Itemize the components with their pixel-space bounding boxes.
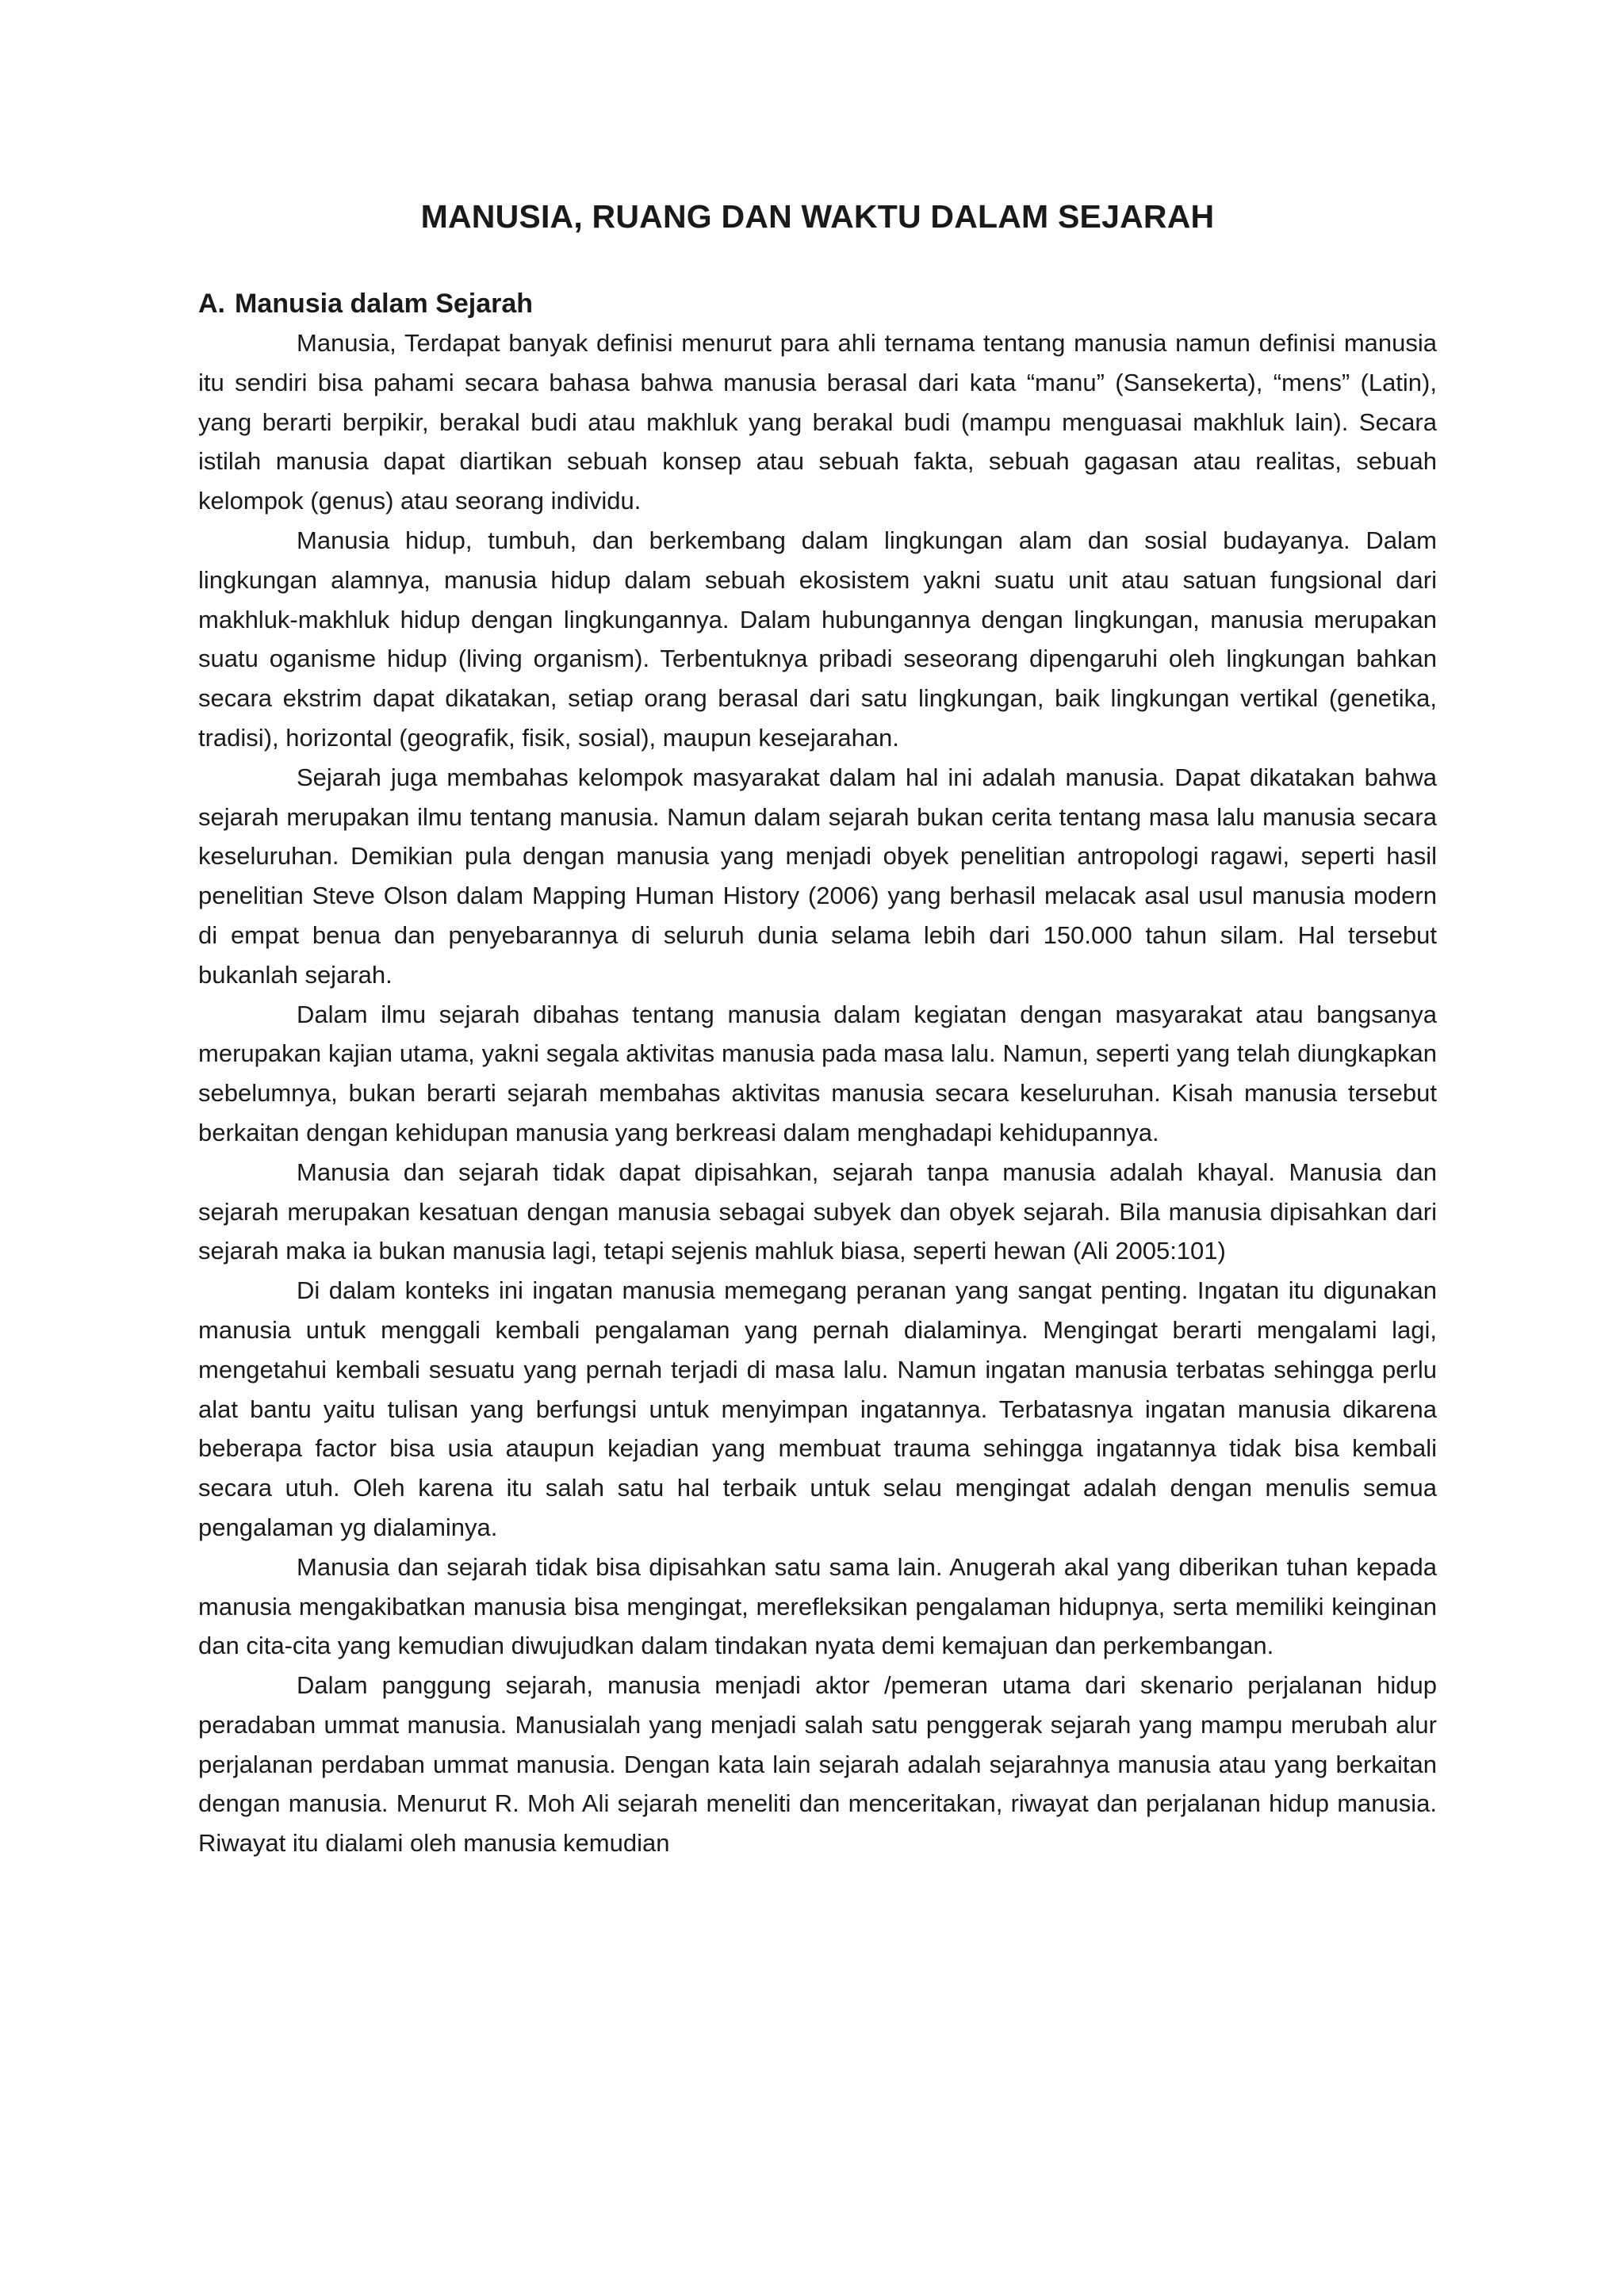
paragraph-4: Dalam ilmu sejarah dibahas tentang manusia dalam kegiatan dengan masyarakat atau bangsanya merupakan kajian utama, yakni segala aktivitas manusia pada masa lalu. Namun, seperti yang telah diungkapkan sebelumnya, bukan berarti sejarah membahas aktivitas manusia secara keseluruhan. Kisah manusia tersebut berkaitan dengan kehidupan manusia yang berkreasi dalam menghadapi kehidupannya. — [198, 1000, 1437, 1146]
section-heading — [198, 284, 1437, 323]
paragraph-1: Manusia, Terdapat banyak definisi menurut para ahli ternama tentang manusia namun definisi manusia itu sendiri bisa pahami secara bahasa bahwa manusia berasal dari kata “manu” (Sansekerta), “mens” (Latin), yang berarti berpikir, berakal budi atau makhluk yang berakal budi (mampu menguasai makhluk lain). Secara istilah manusia dapat diartikan sebuah konsep atau sebuah fakta, sebuah gagasan atau realitas, sebuah kelompok (genus) atau seorang individu. — [198, 329, 1437, 515]
paragraph-7: Manusia dan sejarah tidak bisa dipisahkan satu sama lain. Anugerah akal yang diberikan tuhan kepada manusia mengakibatkan manusia bisa mengingat, merefleksikan pengalaman hidupnya, serta memiliki keinginan dan cita-cita yang kemudian diwujudkan dalam tindakan nyata demi kemajuan dan perkembangan. — [198, 1552, 1437, 1660]
paragraph-3: Sejarah juga membahas kelompok masyarakat dalam hal ini adalah manusia. Dapat dikatakan bahwa sejarah merupakan ilmu tentang manusia. Namun dalam sejarah bukan cerita tentang masa lalu manusia secara keseluruhan. Demikian pula dengan manusia yang menjadi obyek penelitian antropologi ragawi, seperti hasil penelitian Steve Olson dalam Mapping Human History (2006) yang berhasil melacak asal usul manusia modern di empat benua dan penyebarannya di seluruh dunia selama lebih dari 150.000 tahun silam. Hal tersebut bukanlah sejarah. — [198, 763, 1437, 989]
section-number: A. — [198, 289, 225, 319]
section-heading-text: Manusia dalam Sejarah — [235, 289, 534, 319]
paragraph-6: Di dalam konteks ini ingatan manusia memegang peranan yang sangat penting. Ingatan itu digunakan manusia untuk menggali kembali pengalaman yang pernah dialaminya. Mengingat berarti mengalami lagi, mengetahui kembali sesuatu yang pernah terjadi di masa lalu. Namun ingatan manusia terbatas sehingga perlu alat bantu yaitu tulisan yang berfungsi untuk menyimpan ingatannya. Terbatasnya ingatan manusia dikarena beberapa factor bisa usia ataupun kejadian yang membuat trauma sehingga ingatannya tidak bisa kembali secara utuh. Oleh karena itu salah satu hal terbaik untuk selau mengingat adalah dengan menulis semua pengalaman yg dialaminya. — [198, 1276, 1437, 1541]
paragraph-2: Manusia hidup, tumbuh, dan berkembang dalam lingkungan alam dan sosial budayanya. Dalam lingkungan alamnya, manusia hidup dalam sebuah ekosistem yakni suatu unit atau satuan fungsional dari makhluk-makhluk hidup dengan lingkungannya. Dalam hubungannya dengan lingkungan, manusia merupakan suatu oganisme hidup (living organism). Terbentuknya pribadi seseorang dipengaruhi oleh lingkungan bahkan secara ekstrim dapat dikatakan, setiap orang berasal dari satu lingkungan, baik lingkungan vertikal (genetika, tradisi), horizontal (geografik, fisik, sosial), maupun kesejarahan. — [198, 526, 1437, 752]
body-text — [198, 323, 1437, 1863]
document-title: MANUSIA, RUANG DAN WAKTU DALAM SEJARAH — [420, 198, 1215, 235]
paragraph-8: Dalam panggung sejarah, manusia menjadi aktor /pemeran utama dari skenario perjalanan hidup peradaban ummat manusia. Manusialah yang menjadi salah satu penggerak sejarah yang mampu merubah alur perjalanan perdaban ummat manusia. Dengan kata lain sejarah adalah sejarahnya manusia atau yang berkaitan dengan manusia. Menurut R. Moh Ali sejarah meneliti dan menceritakan, riwayat dan perjalanan hidup manusia. Riwayat itu dialami oleh manusia kemudian — [198, 1671, 1437, 1858]
paragraph-5: Manusia dan sejarah tidak dapat dipisahkan, sejarah tanpa manusia adalah khayal. Manusia dan sejarah merupakan kesatuan dengan manusia sebagai subyek dan obyek sejarah. Bila manusia dipisahkan dari sejarah maka ia bukan manusia lagi, tetapi sejenis mahluk biasa, seperti hewan (Ali 2005:101) — [198, 1158, 1437, 1265]
